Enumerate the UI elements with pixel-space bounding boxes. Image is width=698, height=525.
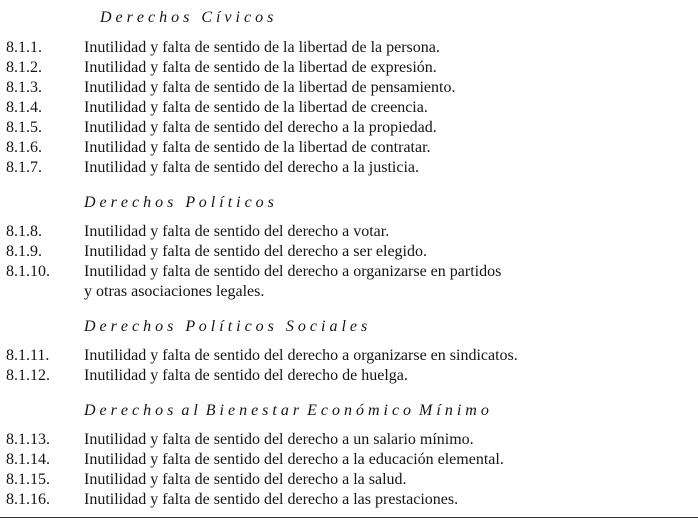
item-text: Inutilidad y falta de sentido del derecho a la educación elemental. — [84, 451, 504, 468]
item-number: 8.1.6. — [6, 139, 42, 156]
item-number: 8.1.7. — [6, 159, 42, 176]
item-number: 8.1.5. — [6, 119, 42, 136]
list-item — [6, 58, 692, 77]
item-number: 8.1.1. — [6, 39, 42, 56]
list-item — [6, 38, 692, 57]
item-number: 8.1.15. — [6, 471, 50, 488]
section-heading-politicos-sociales: D e r e c h o s P o l í t i c o s S o c i a l e s — [84, 318, 368, 335]
list-item — [6, 366, 692, 385]
item-number: 8.1.12. — [6, 367, 50, 384]
item-number: 8.1.8. — [6, 223, 42, 240]
item-number: 8.1.4. — [6, 99, 42, 116]
item-number: 8.1.16. — [6, 491, 50, 508]
item-number: 8.1.2. — [6, 59, 42, 76]
item-text: Inutilidad y falta de sentido de la libertad de creencia. — [84, 99, 428, 116]
list-item — [6, 78, 692, 97]
item-text-continuation: y otras asociaciones legales. — [84, 283, 265, 300]
list-item — [6, 470, 692, 489]
list-item — [6, 98, 692, 117]
item-text: Inutilidad y falta de sentido del derecho a la justicia. — [84, 159, 419, 176]
section-heading-politicos: D e r e c h o s P o l í t i c o s — [84, 194, 274, 211]
list-item — [6, 450, 692, 469]
item-text: Inutilidad y falta de sentido del derecho a votar. — [84, 223, 390, 240]
item-number: 8.1.3. — [6, 79, 42, 96]
item-number: 8.1.10. — [6, 263, 50, 280]
item-text: Inutilidad y falta de sentido del derecho a un salario mínimo. — [84, 431, 474, 448]
list-item — [6, 222, 692, 241]
list-item — [6, 262, 692, 281]
item-text: Inutilidad y falta de sentido de la libertad de pensamiento. — [84, 79, 456, 96]
list-item — [6, 490, 692, 509]
item-text: Inutilidad y falta de sentido del derecho a organizarse en partidos — [84, 263, 502, 280]
item-text: Inutilidad y falta de sentido del derecho a organizarse en sindicatos. — [84, 347, 518, 364]
list-item — [6, 158, 692, 177]
item-number: 8.1.9. — [6, 243, 42, 260]
item-text: Inutilidad y falta de sentido del derecho a las prestaciones. — [84, 491, 459, 508]
list-item — [6, 430, 692, 449]
section-heading-civicos: D e r e c h o s C í v i c o s — [100, 9, 274, 26]
item-text: Inutilidad y falta de sentido del derecho de huelga. — [84, 367, 408, 384]
list-item — [6, 346, 692, 365]
item-text: Inutilidad y falta de sentido del derecho a ser elegido. — [84, 243, 427, 260]
bottom-rule — [0, 517, 698, 518]
section-heading-bienestar: D e r e c h o s a l B i e n e s t a r E c o n ó m i c o M í n i m o — [84, 402, 489, 419]
list-item — [6, 118, 692, 137]
item-text: Inutilidad y falta de sentido de la libertad de la persona. — [84, 39, 440, 56]
item-text: Inutilidad y falta de sentido del derecho a la propiedad. — [84, 119, 437, 136]
item-number: 8.1.11. — [6, 347, 50, 364]
item-number: 8.1.14. — [6, 451, 50, 468]
list-item — [6, 242, 692, 261]
item-text: Inutilidad y falta de sentido de la libertad de contratar. — [84, 139, 431, 156]
item-number: 8.1.13. — [6, 431, 50, 448]
item-text: Inutilidad y falta de sentido del derecho a la salud. — [84, 471, 407, 488]
list-item — [6, 138, 692, 157]
item-text: Inutilidad y falta de sentido de la libertad de expresión. — [84, 59, 437, 76]
